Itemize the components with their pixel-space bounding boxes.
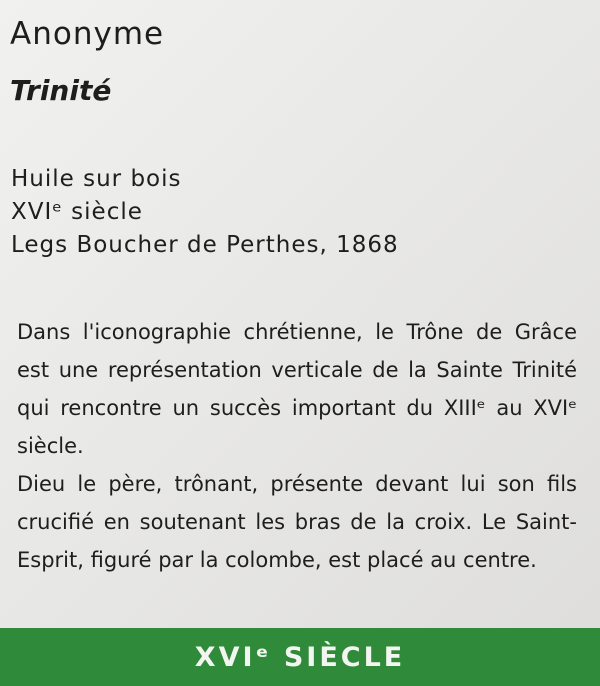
description-paragraph-2: Dieu le père, trônant, présente devant lui son fils crucifié en soutenant les bras de la croix. Le Saint-Esprit, figuré par la colombe, est placé au centre. — [17, 472, 577, 572]
description — [17, 313, 577, 579]
artwork-title: Trinité — [10, 74, 112, 107]
artist-name: Anonyme — [10, 16, 165, 52]
artwork-details — [11, 163, 399, 262]
description-paragraph-1: Dans l'iconographie chrétienne, le Trône de Grâce est une représentation verticale de la Sainte Trinité qui rencontre un succès important du XIIIᵉ au XVIᵉ siècle. — [17, 320, 577, 458]
period: XVIᵉ siècle — [11, 199, 143, 225]
medium: Huile sur bois — [11, 166, 182, 192]
century-band — [0, 628, 600, 686]
provenance: Legs Boucher de Perthes, 1868 — [11, 232, 399, 258]
century-label: XVIᵉ SIÈCLE — [194, 641, 406, 673]
